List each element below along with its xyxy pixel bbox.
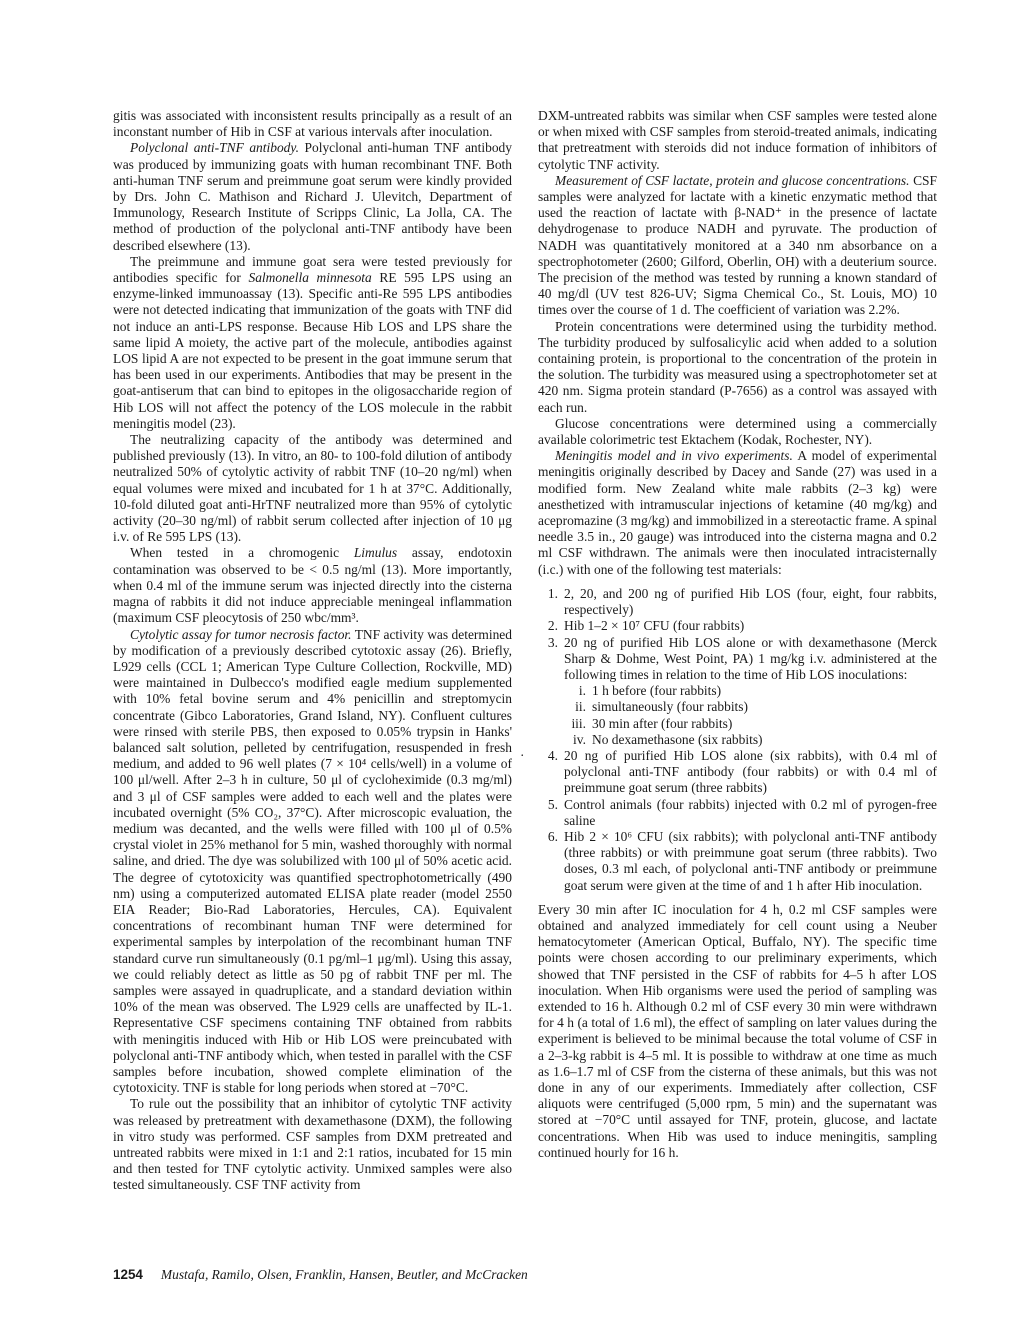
paragraph: To rule out the possibility that an inhibitor of cytolytic TNF activity was released by pretreatment with dexamethasone (DXM), the following in vitro study was performed. CSF samples from DXM pretreated and untreated rabbits were mixed in 1:1 and 2:1 ratios, incubated for 15 min and then tested for TNF cytolytic activity. Unmixed samples were also tested simultaneously. CSF TNF activity from xyxy=(113,1096,512,1193)
sublist-number: iv. xyxy=(573,731,586,747)
sublist-item-text: 30 min after (four rabbits) xyxy=(592,715,733,731)
list-number: 1. xyxy=(547,585,558,601)
paragraph: Protein concentrations were determined using the turbidity method. The turbidity produced by sulfosalicylic acid when added to a solution containing protein, is proportional to the concentration of the protein in the solution. The turbidity was measured using a spectrophotometer set at 420 nm. Sigma protein standard (P-7656) as a control was assayed with each run. xyxy=(538,318,937,415)
right-column xyxy=(520,108,937,1161)
list-number: 2. xyxy=(547,618,558,634)
list-item-text: 20 ng of purified Hib LOS alone (six rabbits), with 0.4 ml of polyclonal anti-TNF antibody (four rabbits) or with 0.4 ml of preimmune goat serum (three rabbits) xyxy=(564,747,937,796)
list-number: 3. xyxy=(547,634,558,650)
sublist-item xyxy=(571,715,937,732)
paragraph-text: CSF samples were analyzed for lactate with a kinetic enzymatic method that used the reaction of lactate with β-NAD⁺ in the presence of lactate dehydrogenase to produce NADH and pyruvate. The production of NADH was quantitatively monitored at a 340 nm absorbance on a spectrophotometer (2600; Gilford, Oberlin, OH) with a deuterium source. The precision of the method was tested by running a known standard of 40 mg/dl (UV test 826-UV; Sigma Chemical Co., St. Louis, MO) 10 times over the course of 1 d. The coefficient of variation was 2.2%. xyxy=(538,172,937,318)
list-item xyxy=(547,585,937,618)
list-item xyxy=(547,828,937,894)
paragraph xyxy=(113,140,512,253)
paragraph-text: RE 595 LPS using an enzyme-linked immunoassay (13). Specific anti-Re 595 LPS antibodies were not detected indicating that immunization of the goats with TNF did not induce an anti-LPS response. Because Hib LOS and LPS share the same lipid A moiety, the active part of the molecule, antibodies against LOS lipid A are not expected to be present in the goat immune serum that has been used in our experiments. Antibodies that may be present in the goat-antiserum that can bind to epitopes in the oligosaccharide region of Hib LOS will not affect the potency of the LOS molecule in the rabbit meningitis model (23). xyxy=(113,270,513,431)
section-heading: Cytolytic assay for tumor necrosis factor. xyxy=(130,626,352,642)
stray-mark: · xyxy=(520,747,525,763)
list-number: 6. xyxy=(547,828,558,844)
species-name: Salmonella minnesota xyxy=(248,270,372,286)
list-item-text: Control animals (four rabbits) injected with 0.2 ml of pyrogen-free saline xyxy=(564,796,937,828)
paragraph xyxy=(538,173,937,319)
paragraph: gitis was associated with inconsistent results principally as a result of an inconstant number of Hib in CSF at various intervals after inoculation. xyxy=(113,108,512,140)
list-number: 5. xyxy=(547,796,558,812)
sublist-item xyxy=(575,699,937,715)
sublist-item xyxy=(578,683,937,699)
page-body xyxy=(113,108,946,1248)
paragraph-text: Polyclonal anti-human TNF antibody was produced by immunizing goats with human recombinant TNF. Both anti-human TNF serum and preimmune goat serum were kindly provided by Drs. John C. Mathison and Richard J. Ulevitch, Department of Immunology, Research Institute of Scripps Clinic, La Jolla, CA. The method of production of the polyclonal anti-TNF antibody have been described elsewhere (13). xyxy=(113,140,512,253)
sublist-item-text: simultaneously (four rabbits) xyxy=(592,699,748,715)
list-item xyxy=(547,618,937,634)
list-item xyxy=(547,796,937,829)
paragraph: The neutralizing capacity of the antibody was determined and published previously (13). In vitro, an 80- to 100-fold dilution of antibody neutralized 50% of cytolytic activity of rabbit TNF (10–20 ng/ml) when equal volumes were mixed and incubated for 1 h at 37°C. Additionally, 10-fold diluted goat anti-HrTNF neutralized more than 95% of cytolytic activity (20–30 ng/ml) of rabbit serum collected after injection of 10 μg i.v. of Re 595 LPS (13). xyxy=(113,432,512,545)
list-item xyxy=(520,747,937,797)
paragraph-text: A model of experimental meningitis originally described by Dacey and Sande (27) was used in a modified form. New Zealand white male rabbits (2–3 kg) were anesthetized with intramuscular injections of ketamine (40 mg/kg) and acepromazine (3 mg/kg) and immobilized in a stereotactic frame. A spinal needle 3.5 in., 20 gauge) was introduced into the cisterna magna and 0.2 ml CSF withdrawn. The animals were then inoculated intracisternally (i.c.) with one of the following test materials: xyxy=(538,448,937,577)
test-materials-list xyxy=(520,585,937,894)
list-number: 4. xyxy=(547,747,558,763)
paragraph-text: The preimmune and immune goat sera were tested previously for antibodies specific for xyxy=(113,253,512,286)
assay-name: Limulus xyxy=(353,545,398,561)
page-number: 1254 xyxy=(113,1267,143,1282)
page-footer xyxy=(113,1267,528,1283)
paragraph: Every 30 min after IC inoculation for 4 h, 0.2 ml CSF samples were obtained and analyzed immediately for cell count using a Neuber hematocytometer (American Optical, Buffalo, NY). The specific time points were chosen according to our preliminary experiments, which showed that TNF persisted in the CSF of rabbits for 4–5 h after LOS inoculation. When Hib organisms were used the period of sampling was extended to 16 h. Although 0.2 ml of CSF every 30 min were withdrawn for 4 h (a total of 1.6 ml), the effect of sampling on later values during the experiment is believed to be minimal because the total volume of CSF in a 2–3-kg rabbit is 4–5 ml. It is possible to withdraw at one time as much as 1.6–1.7 ml of CSF from the cisterna of these animals, but this was not done in any of our experiments. Immediately after collection, CSF aliquots were centrifuged (5,000 rpm, 5 min) and the supernatant was stored at −70°C until assayed for TNF, protein, glucose, and lactate concentrations. When Hib was used to induce meningitis, sampling continued hourly for 16 h. xyxy=(538,901,937,1160)
sublist-item xyxy=(573,731,937,748)
list-item-text: 2, 20, and 200 ng of purified Hib LOS (four, eight, four rabbits, respectively) xyxy=(564,585,937,618)
sublist-item-text: 1 h before (four rabbits) xyxy=(592,683,722,699)
paragraph: DXM-untreated rabbits was similar when CSF samples were tested alone or when mixed with CSF samples from steroid-treated animals, indicating that pretreatment with steroids did not induce formation of inhibitors of cytolytic TNF activity. xyxy=(538,108,937,172)
section-heading: Meningitis model and in vivo experiments. xyxy=(555,448,793,464)
sublist-number: ii. xyxy=(575,699,586,715)
paragraph xyxy=(113,254,512,432)
section-heading: Measurement of CSF lactate, protein and glucose concentrations. xyxy=(555,172,910,188)
paragraph-text: When tested in a chromogenic xyxy=(130,545,354,561)
paragraph xyxy=(538,448,937,578)
list-item-text: 20 ng of purified Hib LOS alone or with dexamethasone (Merck Sharp & Dohme, West Point, PA) 1 mg/kg i.v. administered at the following times in relation to the time of Hib LOS inoculations: xyxy=(564,634,937,682)
section-heading: Polyclonal anti-TNF antibody. xyxy=(130,140,299,156)
paragraph xyxy=(113,545,512,626)
list-item-text: Hib 1–2 × 10⁷ CFU (four rabbits) xyxy=(564,618,745,634)
list-item xyxy=(547,634,937,748)
running-authors: Mustafa, Ramilo, Olsen, Franklin, Hansen, Beutler, and McCracken xyxy=(160,1267,528,1282)
paragraph: Glucose concentrations were determined using a commercially available colorimetric test Ektachem (Kodak, Rochester, NY). xyxy=(538,415,937,448)
sublist-number: iii. xyxy=(571,715,586,731)
sublist-item-text: No dexamethasone (six rabbits) xyxy=(592,731,763,747)
list-item-text: Hib 2 × 10⁶ CFU (six rabbits); with polyclonal anti-TNF antibody (three rabbits) or with preimmune goat serum (three rabbits). Two doses, 0.3 ml each, of polyclonal anti-TNF antibody or preimmune goat serum were given at the time of and 1 h after Hib inoculation. xyxy=(564,828,937,893)
paragraph-text: assay, endotoxin contamination was observed to be < 0.5 ng/ml (13). More importantly, when 0.4 ml of the immune serum was injected directly into the cisterna magna of rabbits it did not induce appreciable meningeal inflammation (maximum CSF pleocytosis of 250 wbc/mm³. xyxy=(113,545,512,626)
sublist-number: i. xyxy=(578,683,586,699)
paragraph-text: TNF activity was determined by modification of a previously described cytotoxic assay (26). Briefly, L929 cells (CCL 1; American Type Culture Collection, Rockville, MD) were maintained in Dulbecco's modified eagle medium supplemented with 10% fetal bovine serum and 4% penicillin and streptomycin concentrate (Gibco Laboratories, Grand Island, NY). Confluent cultures were rinsed with sterile PBS, then exposed to 0.05% trypsin in Hanks' balanced salt solution, pelleted by centrifugation, resuspended in fresh medium, and added to 96 well plates (7 × 10⁴ cells/well) in a volume of 100 μl/well. After 2–3 h in culture, 50 μl of cycloheximide (0.3 mg/ml) and 3 μl of CSF samples were added to each well and the plates were incubated overnight (5% CO₂, 37°C). After microscopic evaluation, the medium was decanted, and the wells were filled with 100 μl of 0.5% crystal violet in 25% methanol for 5 min, washed thoroughly with normal saline, and dried. The dye was solubilized with 100 μl of 50% acetic acid. The degree of cytotoxicity was quantified spectrophotometrically (490 nm) using a computerized automated ELISA plate reader (model 2550 EIA Reader; Bio-Rad Laboratories, Hercules, CA). Equivalent concentrations of recombinant human TNF were determined for experimental samples by interpolation of the recombinant human TNF standard curve run simultaneously (0.1 pg/ml–1 μg/ml). Using this assay, we could reliably detect as little as 50 pg of rabbit TNF per ml. The samples were assayed in quadruplicate, and a standard deviation within 10% of the mean was observed. The L929 cells are unaffected by IL-1. Representative CSF specimens containing TNF obtained from rabbits with meningitis induced with Hib or Hib LOS were preincubated with polyclonal anti-TNF antibody which, when tested in parallel with the CSF samples before incubation, showed complete elimination of the cytotoxicity. TNF is stable for long periods when stored at −70°C. xyxy=(113,626,512,1096)
timing-sublist xyxy=(564,683,937,748)
paragraph xyxy=(113,627,512,1097)
left-column xyxy=(113,108,512,1194)
